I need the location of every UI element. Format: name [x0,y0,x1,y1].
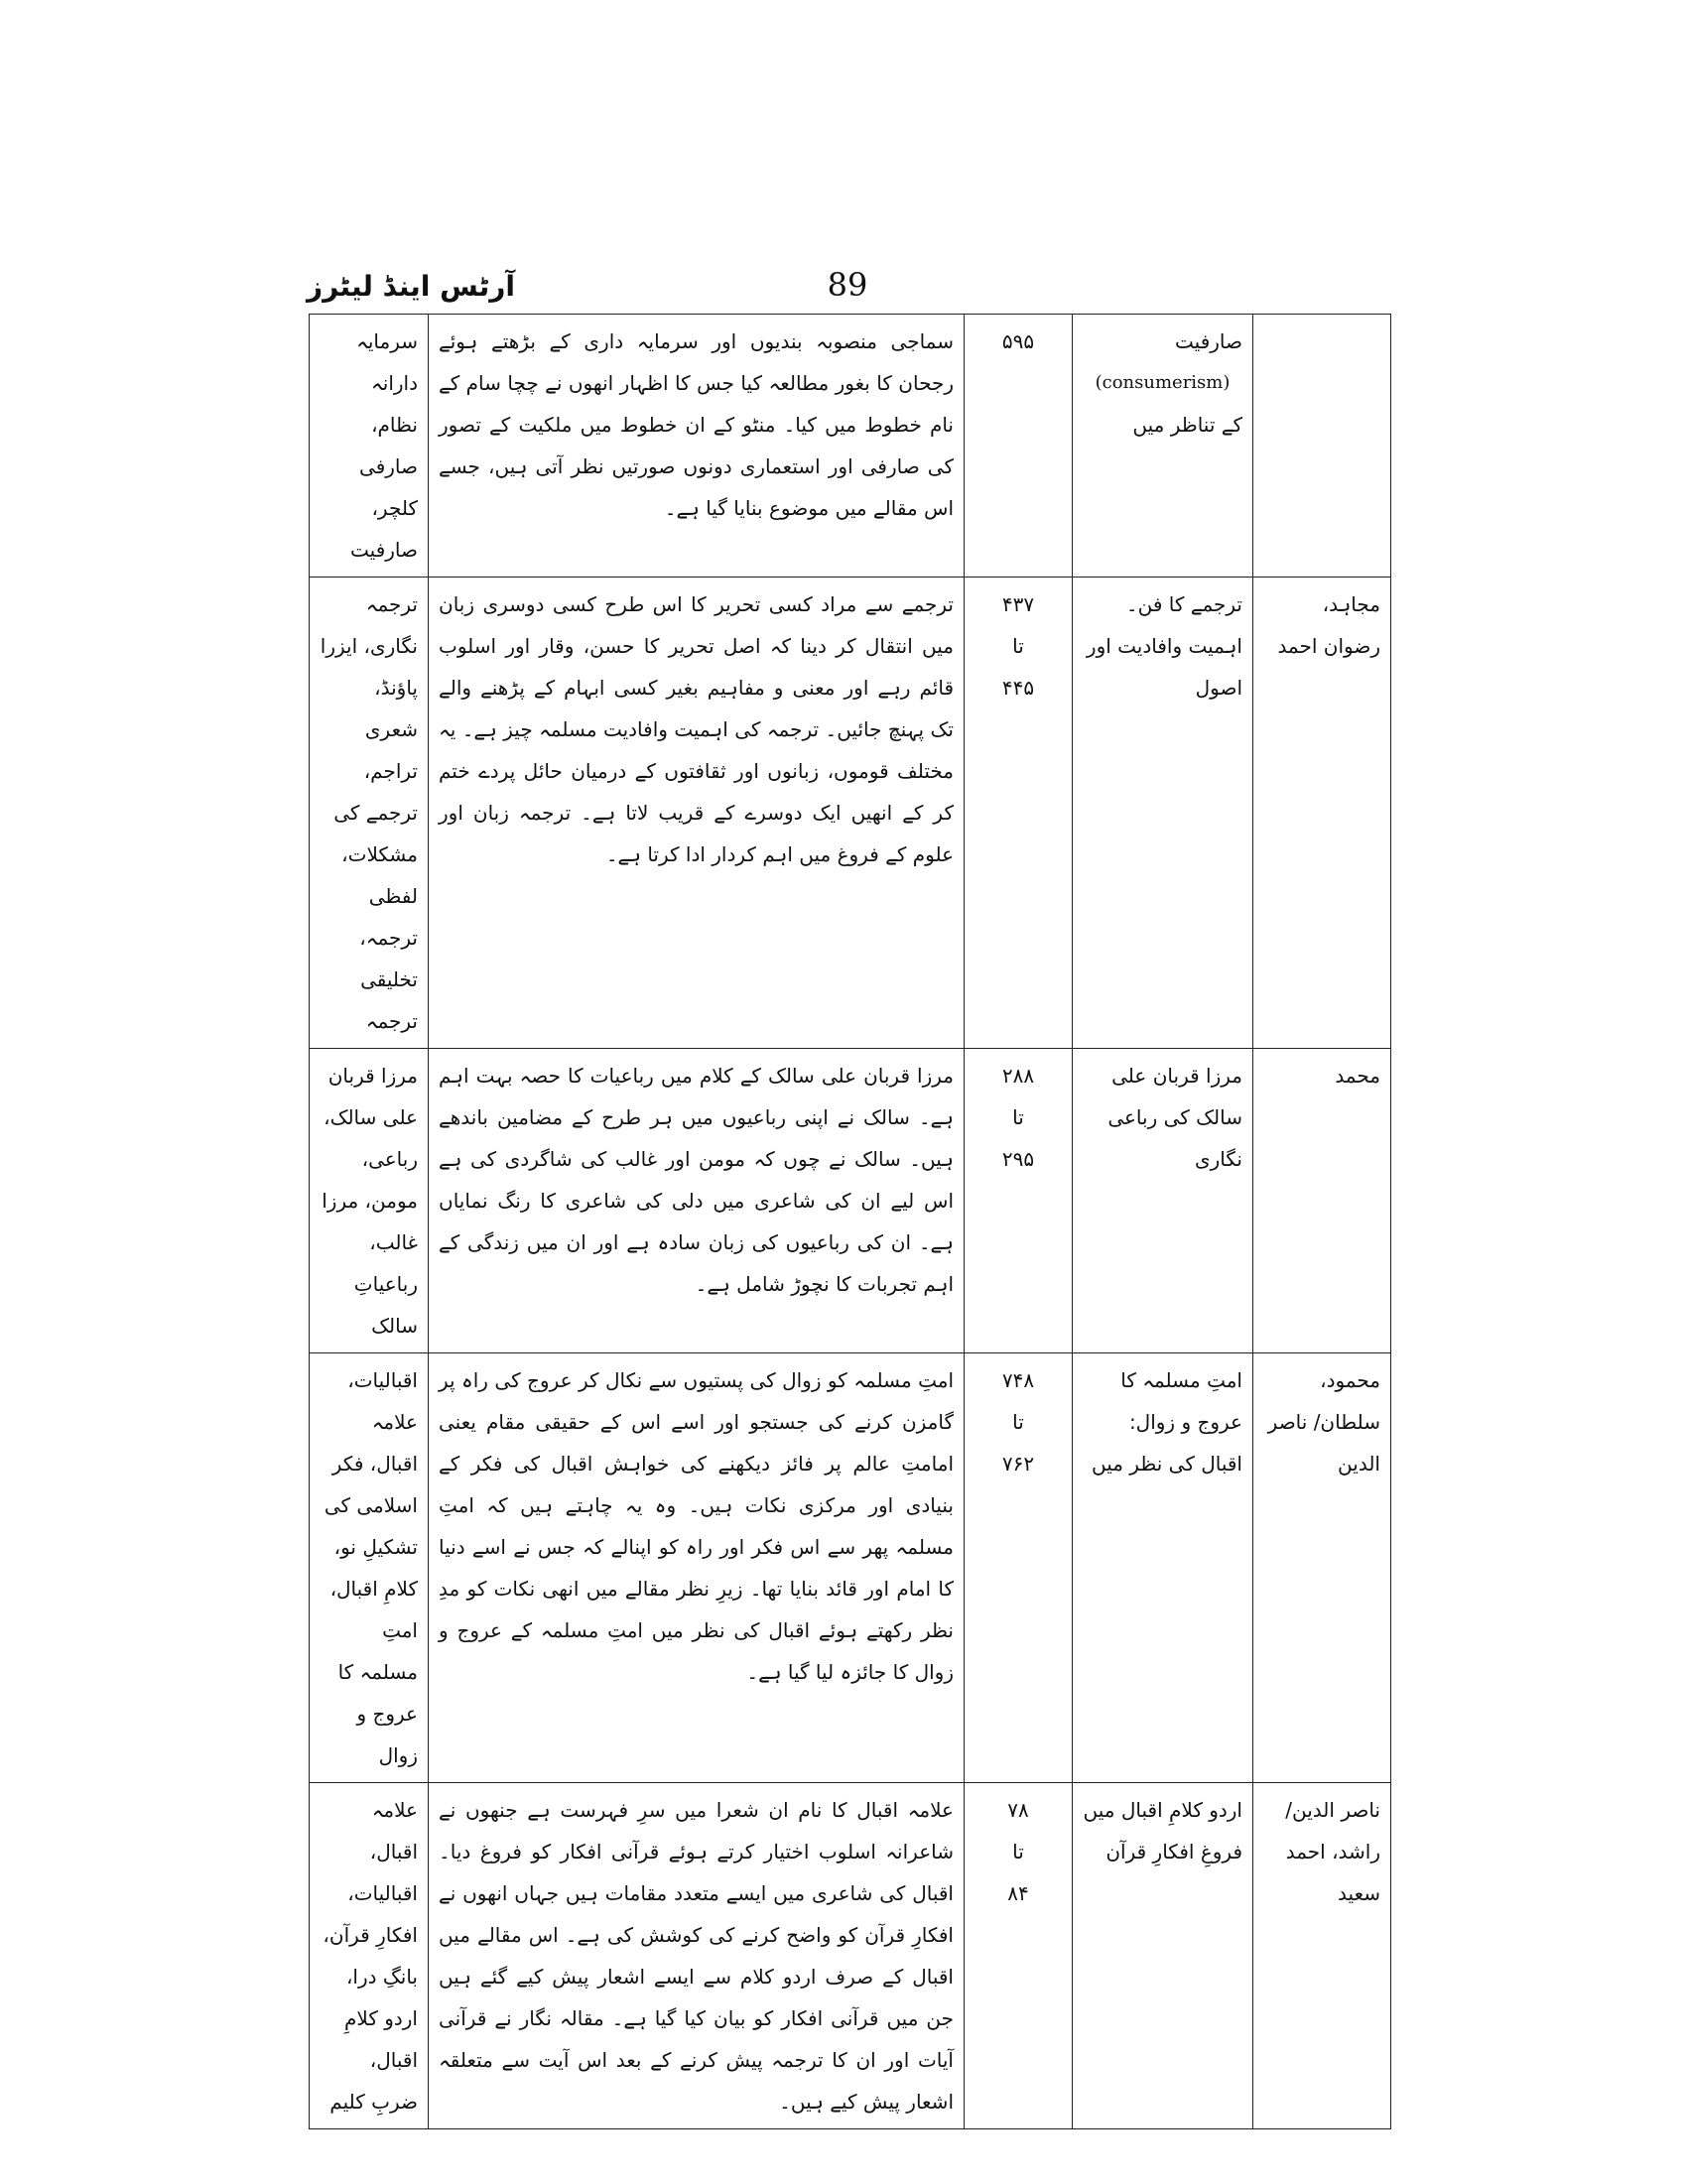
page-range: ۵۹۵ [1001,329,1035,353]
table-row [310,578,1391,1049]
abstract-cell: مرزا قربان علی سالک کے کلام میں رباعیات کا حصہ بہت اہم ہے۔ سالک نے اپنی رباعیوں میں ہر طرح کے مضامین باندھے ہیں۔ سالک نے چوں کہ مومن اور غالب کی شاگردی کی ہے اس لیے ان کی شاعری میں دلی کی شاعری کا رنگ نمایاں ہے۔ ان کی رباعیوں کی زبان سادہ ہے اور ان میں زندگی کے اہم تجربات کا نچوڑ شامل ہے۔ [429,1049,965,1353]
author-cell: محمد [1253,1049,1391,1353]
abstract-cell: ترجمے سے مراد کسی تحریر کا اس طرح کسی دوسری زبان میں انتقال کر دینا کہ اصل تحریر کا حسن، وقار اور اسلوب قائم رہے اور معنی و مفاہیم بغیر کسی ابہام کے پڑھنے والے تک پہنچ جائیں۔ ترجمہ کی اہمیت وافادیت مسلمہ چیز ہے۔ یہ مختلف قوموں، زبانوں اور ثقافتوں کے درمیان حائل پردے ختم کر کے انھیں ایک دوسرے کے قریب لاتا ہے۔ ترجمہ زبان اور علوم کے فروغ میں اہم کردار ادا کرتا ہے۔ [429,578,965,1049]
page-end: ۴۴۵ [1001,676,1035,700]
keywords-cell: علامہ اقبال، اقبالیات، افکارِ قرآن، بانگِ درا، اردو کلامِ اقبال، ضربِ کلیم [310,1783,429,2129]
title-line: نگاری [1194,1147,1242,1171]
title-cell [1073,578,1253,1049]
title-line: (consumerism) [1095,372,1231,393]
pages-cell [965,578,1073,1049]
page-end: ۷۶۲ [1001,1452,1035,1476]
page-start: ۴۳۷ [1001,592,1035,616]
title-line: فروغِ افکارِ قرآن [1105,1840,1242,1863]
title-line: اردو کلامِ اقبال میں [1083,1798,1242,1822]
table-row [310,1353,1391,1783]
title-line: عروج و زوال: [1128,1410,1242,1434]
page-to: تا [1012,1105,1024,1129]
pages-cell [965,315,1073,578]
author-cell [1253,315,1391,578]
page-to: تا [1012,1410,1024,1434]
title-cell [1073,1783,1253,2129]
bibliography-table [309,314,1391,2129]
keywords-cell: مرزا قربان علی سالک، رباعی، مومن، مرزا غالب، رباعیاتِ سالک [310,1049,429,1353]
abstract-cell: سماجی منصوبہ بندیوں اور سرمایہ داری کے بڑھتے ہوئے رجحان کا بغور مطالعہ کیا جس کا اظہار انھوں نے چچا سام کے نام خطوط میں کیا۔ منٹو کے ان خطوط میں ملکیت کے تصور کی صارفی اور استعماری دونوں صورتیں نظر آتی ہیں، جسے اس مقالے میں موضوع بنایا گیا ہے۔ [429,315,965,578]
journal-title: آرٹس اینڈ لیٹرز [307,270,515,303]
author-cell: ناصر الدین/ راشد، احمد سعید [1253,1783,1391,2129]
pages-cell [965,1783,1073,2129]
title-line: اہمیت وافادیت اور [1086,634,1242,658]
title-cell [1073,1049,1253,1353]
page-end: ۸۴ [1007,1881,1029,1905]
title-cell [1073,315,1253,578]
pages-cell [965,1049,1073,1353]
title-line: امتِ مسلمہ کا [1120,1368,1242,1392]
keywords-cell: سرمایہ دارانہ نظام، صارفی کلچر، صارفیت [310,315,429,578]
author-cell: محمود، سلطان/ ناصر الدین [1253,1353,1391,1783]
page-end: ۲۹۵ [1001,1147,1035,1171]
title-line: صارفیت [1175,329,1242,353]
title-line: سالک کی رباعی [1107,1105,1242,1129]
page-start: ۷۸ [1007,1798,1029,1822]
title-line: مرزا قربان علی [1111,1064,1242,1088]
table-row [310,1783,1391,2129]
page-number: 89 [827,266,868,304]
page-start: ۲۸۸ [1001,1064,1035,1088]
keywords-cell: اقبالیات، علامہ اقبال، فکر اسلامی کی تشکیلِ نو، کلامِ اقبال، امتِ مسلمہ کا عروج و زوال [310,1353,429,1783]
title-line: ترجمے کا فن۔ [1125,592,1242,616]
page-to: تا [1012,1840,1024,1863]
table-row [310,1049,1391,1353]
keywords-cell: ترجمہ نگاری، ایزرا پاؤنڈ، شعری تراجم، ترجمے کی مشکلات، لفظی ترجمہ، تخلیقی ترجمہ [310,578,429,1049]
page-start: ۷۴۸ [1001,1368,1035,1392]
title-cell [1073,1353,1253,1783]
abstract-cell: امتِ مسلمہ کو زوال کی پستیوں سے نکال کر عروج کی راہ پر گامزن کرنے کی جستجو اور اسے اس کے حقیقی مقام یعنی امامتِ عالم پر فائز دیکھنے کی خواہش اقبال کی فکر کے بنیادی اور مرکزی نکات ہیں۔ وہ یہ چاہتے ہیں کہ امتِ مسلمہ پھر سے اس فکر اور راہ کو اپنالے کہ جس نے اسے دنیا کا امام اور قائد بنایا تھا۔ زیرِ نظر مقالے میں انھی نکات کو مدِ نظر رکھتے ہوئے اقبال کی نظر میں امتِ مسلمہ کے عروج و زوال کا جائزہ لیا گیا ہے۔ [429,1353,965,1783]
pages-cell [965,1353,1073,1783]
title-line: اقبال کی نظر میں [1091,1452,1242,1476]
page-header [307,266,1388,310]
author-cell: مجاہد، رضوان احمد [1253,578,1391,1049]
table-row [310,315,1391,578]
title-line: اصول [1195,676,1242,700]
page-to: تا [1012,634,1024,658]
abstract-cell: علامہ اقبال کا نام ان شعرا میں سرِ فہرست ہے جنھوں نے شاعرانہ اسلوب اختیار کرتے ہوئے قرآنی افکار کو فروغ دیا۔ اقبال کی شاعری میں ایسے متعدد مقامات ہیں جہاں انھوں نے افکارِ قرآن کو واضح کرنے کی کوشش کی ہے۔ اس مقالے میں اقبال کے صرف اردو کلام سے ایسے اشعار پیش کیے گئے ہیں جن میں قرآنی افکار کو بیان کیا گیا ہے۔ مقالہ نگار نے قرآنی آیات اور ان کا ترجمہ پیش کرنے کے بعد اس آیت سے متعلقہ اشعار پیش کیے ہیں۔ [429,1783,965,2129]
title-line: کے تناظر میں [1132,413,1242,437]
